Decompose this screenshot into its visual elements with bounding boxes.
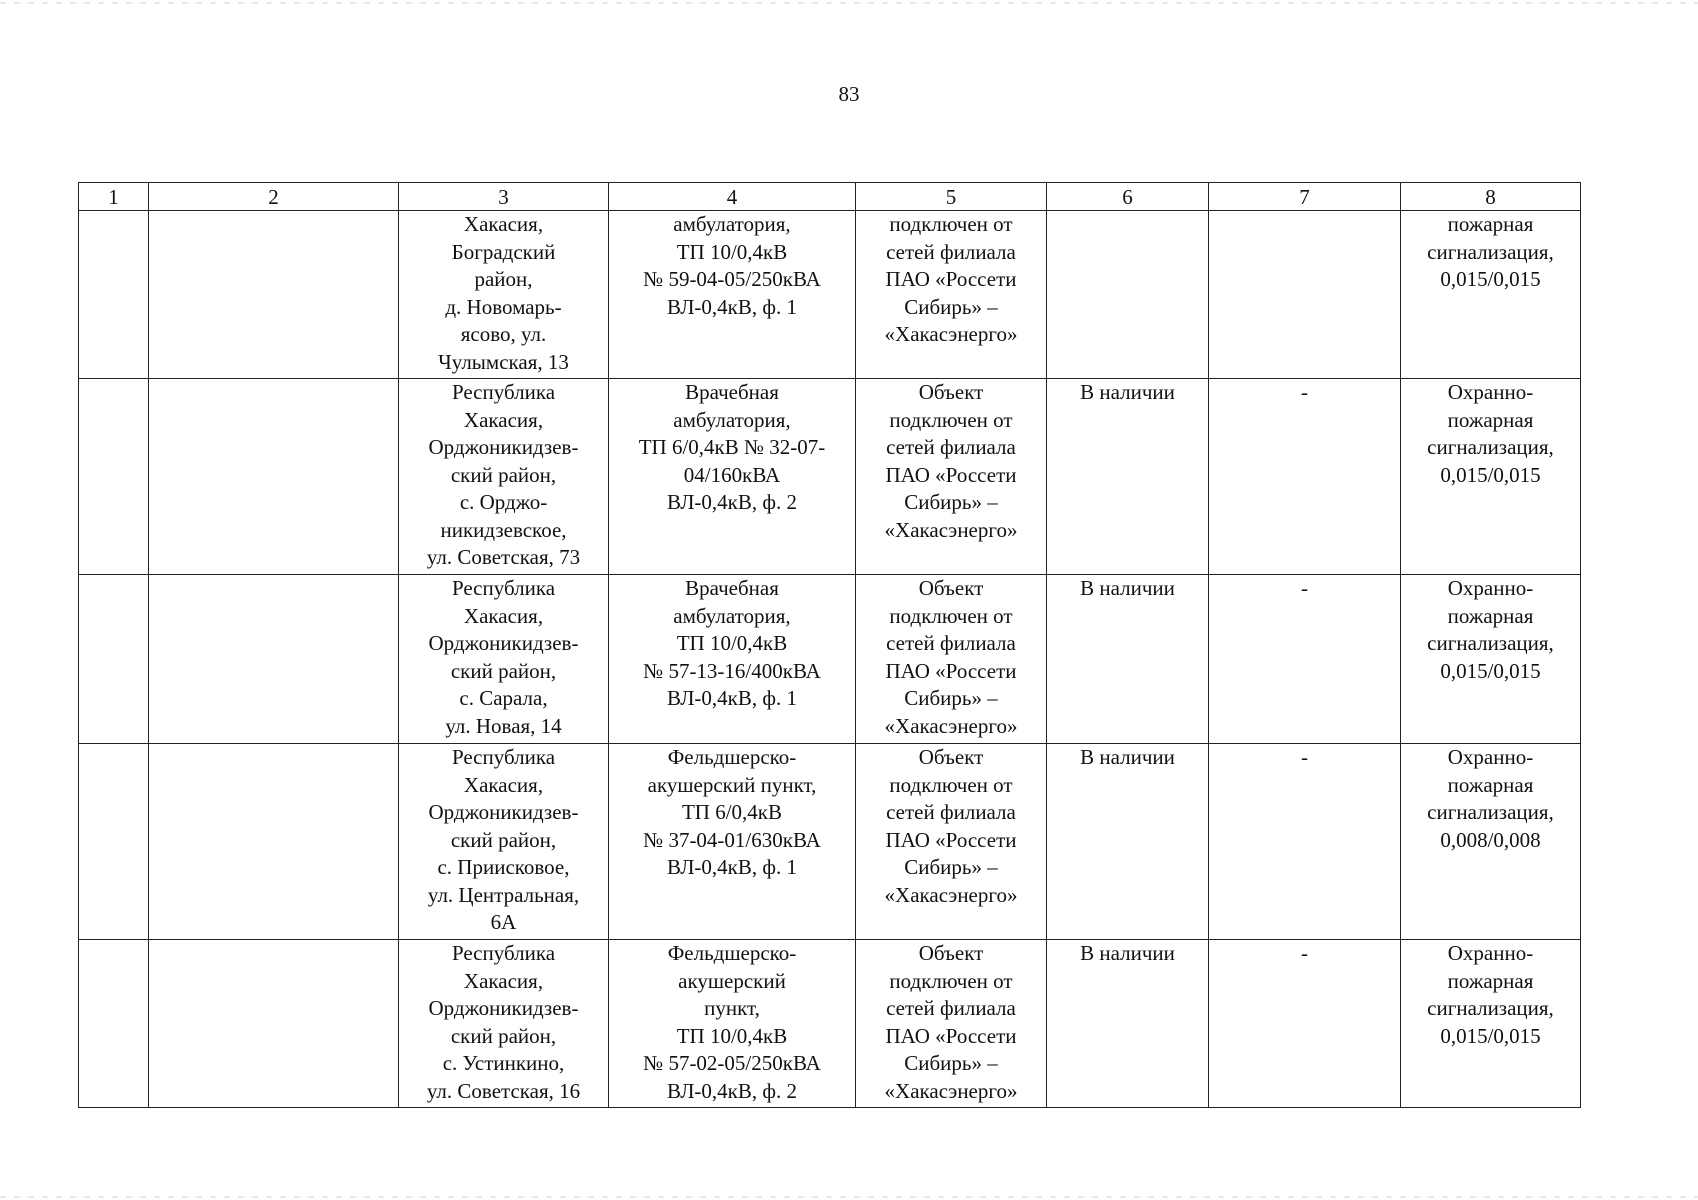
cell-col2 — [149, 744, 399, 940]
cell-col2 — [149, 940, 399, 1108]
cell-col7: - — [1209, 940, 1401, 1108]
column-number-5: 5 — [856, 183, 1047, 211]
cell-col7 — [1209, 211, 1401, 379]
cell-alarm-system: пожарная сигнализация, 0,015/0,015 — [1401, 211, 1581, 379]
cell-col1 — [79, 744, 149, 940]
cell-availability: В наличии — [1047, 940, 1209, 1108]
cell-col1 — [79, 575, 149, 744]
cell-object-substation: Фельдшерско- акушерский пункт, ТП 10/0,4кВ № 57-02-05/250кВА ВЛ-0,4кВ, ф. 2 — [609, 940, 856, 1108]
cell-address: Республика Хакасия, Орджоникидзев- ский район, с. Устинкино, ул. Советская, 16 — [399, 940, 609, 1108]
facilities-table — [78, 182, 1581, 1108]
cell-address: Республика Хакасия, Орджоникидзев- ский район, с. Сарала, ул. Новая, 14 — [399, 575, 609, 744]
cell-address: Хакасия, Боградский район, д. Новомарь- ясово, ул. Чулымская, 13 — [399, 211, 609, 379]
cell-alarm-system: Охранно- пожарная сигнализация, 0,015/0,015 — [1401, 575, 1581, 744]
table-row — [79, 744, 1581, 940]
cell-power-connection: Объект подключен от сетей филиала ПАО «Россети Сибирь» – «Хакасэнерго» — [856, 940, 1047, 1108]
cell-col2 — [149, 379, 399, 575]
cell-alarm-system: Охранно- пожарная сигнализация, 0,015/0,015 — [1401, 379, 1581, 575]
column-number-1: 1 — [79, 183, 149, 211]
cell-power-connection: подключен от сетей филиала ПАО «Россети Сибирь» – «Хакасэнерго» — [856, 211, 1047, 379]
cell-availability: В наличии — [1047, 575, 1209, 744]
cell-availability: В наличии — [1047, 379, 1209, 575]
cell-power-connection: Объект подключен от сетей филиала ПАО «Россети Сибирь» – «Хакасэнерго» — [856, 379, 1047, 575]
column-number-8: 8 — [1401, 183, 1581, 211]
cell-object-substation: Врачебная амбулатория, ТП 6/0,4кВ № 32-07- 04/160кВА ВЛ-0,4кВ, ф. 2 — [609, 379, 856, 575]
table-row — [79, 940, 1581, 1108]
cell-col2 — [149, 575, 399, 744]
cell-object-substation: Фельдшерско- акушерский пункт, ТП 6/0,4кВ № 37-04-01/630кВА ВЛ-0,4кВ, ф. 1 — [609, 744, 856, 940]
cell-address: Республика Хакасия, Орджоникидзев- ский район, с. Приисковое, ул. Центральная, 6А — [399, 744, 609, 940]
table-row — [79, 379, 1581, 575]
column-number-row — [79, 183, 1581, 211]
cell-col2 — [149, 211, 399, 379]
cell-col7: - — [1209, 744, 1401, 940]
cell-alarm-system: Охранно- пожарная сигнализация, 0,008/0,008 — [1401, 744, 1581, 940]
table-row — [79, 211, 1581, 379]
column-number-3: 3 — [399, 183, 609, 211]
column-number-2: 2 — [149, 183, 399, 211]
cell-power-connection: Объект подключен от сетей филиала ПАО «Россети Сибирь» – «Хакасэнерго» — [856, 575, 1047, 744]
column-number-6: 6 — [1047, 183, 1209, 211]
cell-col1 — [79, 211, 149, 379]
cell-alarm-system: Охранно- пожарная сигнализация, 0,015/0,015 — [1401, 940, 1581, 1108]
cell-availability — [1047, 211, 1209, 379]
cell-col7: - — [1209, 575, 1401, 744]
cell-object-substation: Врачебная амбулатория, ТП 10/0,4кВ № 57-13-16/400кВА ВЛ-0,4кВ, ф. 1 — [609, 575, 856, 744]
cell-availability: В наличии — [1047, 744, 1209, 940]
scan-artifact-bottom — [0, 1196, 1698, 1198]
cell-col7: - — [1209, 379, 1401, 575]
column-number-7: 7 — [1209, 183, 1401, 211]
scan-artifact-top — [0, 2, 1698, 4]
table-row — [79, 575, 1581, 744]
page-number: 83 — [838, 82, 860, 106]
cell-col1 — [79, 940, 149, 1108]
cell-col1 — [79, 379, 149, 575]
column-number-4: 4 — [609, 183, 856, 211]
cell-power-connection: Объект подключен от сетей филиала ПАО «Россети Сибирь» – «Хакасэнерго» — [856, 744, 1047, 940]
cell-address: Республика Хакасия, Орджоникидзев- ский район, с. Орджо- никидзевское, ул. Советская, 73 — [399, 379, 609, 575]
cell-object-substation: амбулатория, ТП 10/0,4кВ № 59-04-05/250кВА ВЛ-0,4кВ, ф. 1 — [609, 211, 856, 379]
